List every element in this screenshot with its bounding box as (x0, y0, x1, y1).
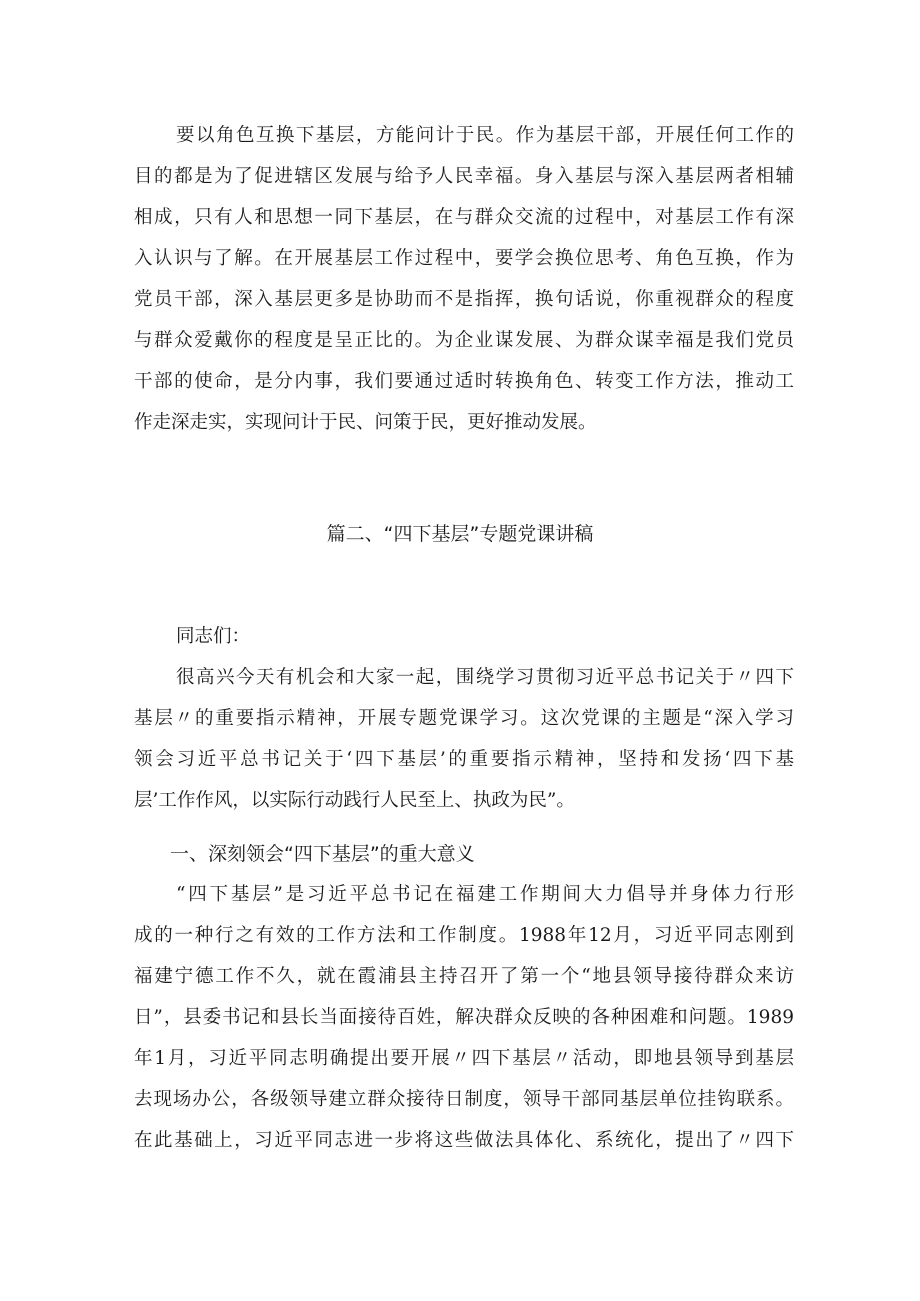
paragraph2-line: 领会习近平总书记关于‘四下基层’的重要指示精神，坚持和发扬‘四下基 (134, 749, 794, 770)
paragraph1-line: 相成，只有人和思想一同下基层，在与群众交流的过程中，对基层工作有深 (134, 207, 794, 228)
paragraph2-line: 基层〃的重要指示精神，开展专题党课学习。这次党课的主题是“深入学习 (134, 708, 794, 729)
paragraph3-line: 在此基础上，习近平同志进一步将这些做法具体化、系统化，提出了〃四下 (134, 1130, 794, 1151)
paragraph1-line: 干部的使命，是分内事，我们要通过适时转换角色、转变工作方法，推动工 (134, 371, 794, 392)
paragraph1-line: 作走深走实，实现问计于民、问策于民，更好推动发展。 (134, 412, 597, 433)
paragraph1-line: 入认识与了解。在开展基层工作过程中，要学会换位思考、角色互换，作为 (134, 248, 794, 269)
paragraph1-line: 与群众爱戴你的程度是呈正比的。为企业谋发展、为群众谋幸福是我们党员 (134, 330, 794, 351)
paragraph3-line: 成的一种行之有效的工作方法和工作制度。1988年12月，习近平同志刚到 (134, 925, 794, 946)
greeting: 同志们： (176, 626, 251, 647)
paragraph1-line: 党员干部，深入基层更多是协助而不是指挥，换句话说，你重视群众的程度 (134, 289, 794, 310)
section-title: 篇二、“四下基层”专题党课讲稿 (326, 523, 594, 545)
section-heading: 一、深刻领会“四下基层”的重大意义 (170, 843, 475, 865)
paragraph1-line: 目的都是为了促进辖区发展与给予人民幸福。身入基层与深入基层两者相辅 (134, 166, 794, 187)
paragraph1-line: 要以角色互换下基层，方能问计于民。作为基层干部，开展任何工作的 (176, 125, 794, 146)
paragraph3-line: “四下基层”是习近平总书记在福建工作期间大力倡导并身体力行形 (176, 884, 794, 905)
paragraph3-line: 福建宁德工作不久，就在霞浦县主持召开了第一个“地县领导接待群众来访 (134, 966, 794, 987)
paragraph2-line: 很高兴今天有机会和大家一起，围绕学习贯彻习近平总书记关于〃四下 (176, 667, 794, 688)
paragraph3-line: 去现场办公，各级领导建立群众接待日制度，领导干部同基层单位挂钩联系。 (134, 1089, 794, 1110)
paragraph2-line: 层’工作作风，以实际行动践行人民至上、执政为民”。 (134, 790, 575, 811)
paragraph3-line: 年1月，习近平同志明确提出要开展〃四下基层〃活动，即地县领导到基层 (134, 1048, 794, 1069)
paragraph3-line: 日”，县委书记和县长当面接待百姓，解决群众反映的各种困难和问题。1989 (134, 1007, 794, 1028)
